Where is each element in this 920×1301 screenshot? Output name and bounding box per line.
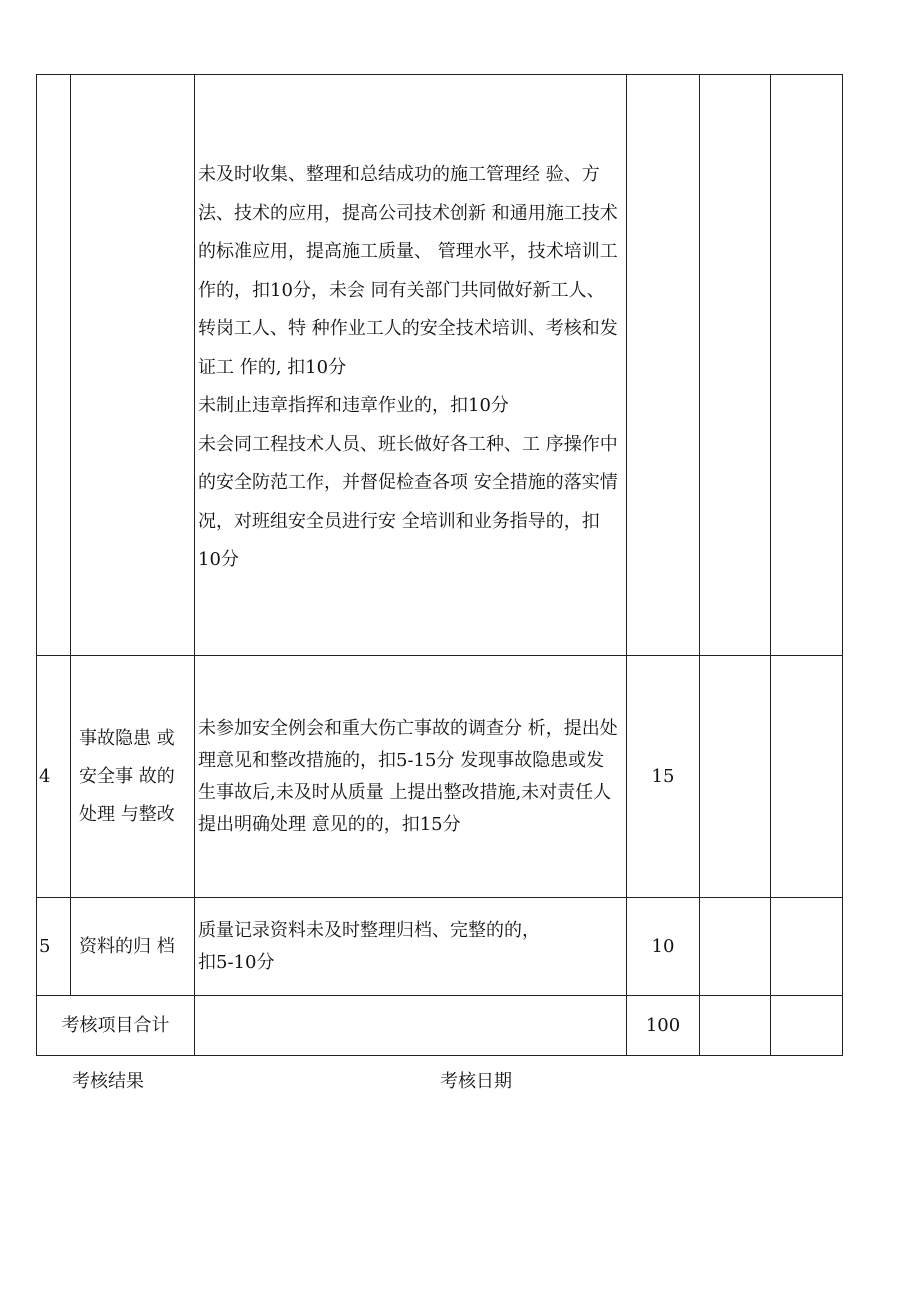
deduction-cell [700,656,771,898]
result-cell [771,898,843,996]
score-cell: 15 [627,656,700,898]
result-cell [771,75,843,656]
assessment-table [36,74,843,1056]
total-desc [195,996,627,1056]
deduction-criteria [195,75,627,656]
row-number [37,75,71,656]
criteria-line: 未会同工程技术人员、班长做好各工种、工 序操作中的安全防范工作，并督促检查各项 安全措施的落实情况，对班组安全员进行安 全培训和业务指导的，扣10分 [198,433,618,571]
table-row [37,75,843,656]
deduction-criteria [195,898,627,996]
total-result-cell [771,996,843,1056]
total-deduction-cell [700,996,771,1056]
result-label: 考核结果 [72,1071,144,1092]
total-score: 100 [627,996,700,1056]
total-row [37,996,843,1056]
deduction-cell [700,898,771,996]
criteria-line: 未制止违章指挥和违章作业的，扣10分 [198,395,509,417]
assessment-item: 资料的归 档 [71,898,195,996]
table-row [37,656,843,898]
row-number: 5 [37,898,71,996]
criteria-line: 未及时收集、整理和总结成功的施工管理经 验、方法、技术的应用，提高公司技术创新 和通用施工技术的标准应用，提高施工质量、 管理水平，技术培训工作的，扣10分，未会 同有关部门共同做好新工人、转岗工人、特 种作业工人的安全技术培训、考核和发证工 作的, 扣10分 [198,164,618,378]
assessment-item [71,75,195,656]
result-cell [771,656,843,898]
table-row [37,898,843,996]
criteria-line: 未参加安全例会和重大伤亡事故的调查分 析，提出处理意见和整改措施的，扣5-15分 发现事故隐患或发生事故后,未及时从质量 上提出整改措施,未对责任人提出明确处理 意见的的，扣15分 [198,717,618,835]
deduction-criteria [195,656,627,898]
deduction-cell [700,75,771,656]
assessment-item: 事故隐患 或安全事 故的处理 与整改 [71,656,195,898]
criteria-line: 扣5-10分 [198,951,275,973]
total-label: 考核项目合计 [37,996,195,1056]
row-number: 4 [37,656,71,898]
score-cell: 10 [627,898,700,996]
criteria-line: 质量记录资料未及时整理归档、完整的的， [198,919,540,941]
date-label: 考核日期 [440,1071,512,1092]
score-cell [627,75,700,656]
